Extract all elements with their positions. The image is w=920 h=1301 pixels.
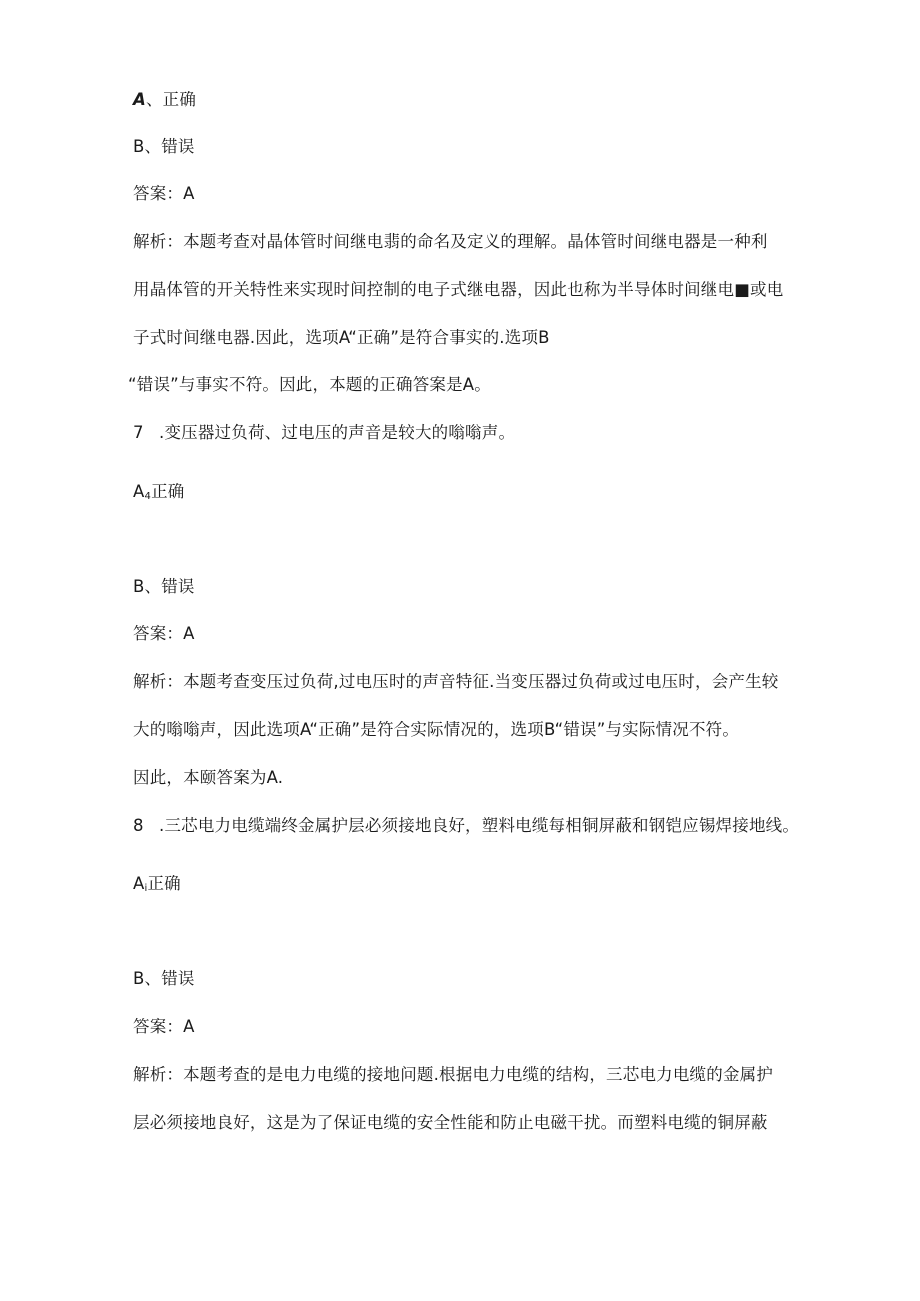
question-7-analysis-1: 解析：本题考查变压过负荷,过电压时的声音特征.当变压器过负荷或过电压时，会产生较 <box>133 672 779 691</box>
analysis-line-3: 子式时间继电器.因此，选项A“正确”是符合事实的.选项B <box>133 328 550 347</box>
question-7 <box>133 421 515 445</box>
question-7-option-a-text: 正确 <box>151 482 185 501</box>
question-8-answer: 答案：A <box>133 1017 195 1036</box>
question-8-text: .三芯电力电缆端终金属护层必须接地良好，塑料电缆每相铜屏蔽和钢铠应锡焊接地线。 <box>159 816 800 835</box>
option-a-line <box>133 88 196 112</box>
question-8-option-a <box>133 872 181 901</box>
question-7-option-a-mark: 4 <box>144 491 152 502</box>
question-7-option-a-letter: A <box>133 482 145 501</box>
option-a-text: 、正确 <box>145 90 197 109</box>
question-8-number: 8 <box>133 816 144 835</box>
question-8-option-b: B、错误 <box>133 969 195 988</box>
question-8-analysis-2: 层必须接地良好，这是为了保证电缆的安全性能和防止电磁干扰。而塑料电缆的铜屏蔽 <box>133 1113 768 1132</box>
answer-line: 答案：A <box>133 184 195 203</box>
question-8-option-a-letter: A <box>133 874 145 893</box>
question-7-analysis-2: 大的嗡嗡声，因此选项A“正确”是符合实际情况的，选项B“错误”与实际情况不符。 <box>133 720 740 739</box>
question-8-option-a-mark: i <box>144 883 148 894</box>
analysis-line-4: “错误”与事实不符。因此，本题的正确答案是A。 <box>128 375 491 394</box>
question-8-option-a-text: 正确 <box>147 874 181 893</box>
question-7-text: .变压器过负荷、过电压的声音是较大的嗡嗡声。 <box>159 423 516 442</box>
question-7-answer: 答案：A <box>133 624 195 643</box>
question-7-analysis-3: 因此，本颐答案为A. <box>133 768 284 787</box>
question-7-option-b: B、错误 <box>133 577 195 596</box>
option-b-line: B、错误 <box>133 137 195 156</box>
question-7-number: 7 <box>133 423 144 442</box>
question-8-analysis-1: 解析：本题考查的是电力电缆的接地问题.根据电力电缆的结构，三芯电力电缆的金属护 <box>133 1065 774 1084</box>
option-a-letter: A <box>133 90 146 109</box>
question-7-option-a <box>133 480 184 509</box>
question-8 <box>133 814 799 838</box>
analysis-line-1: 解析：本题考查对晶体管时间继电翡的命名及定义的理解。晶体管时间继电器是一种利 <box>133 232 768 251</box>
analysis-line-2: 用晶体管的开关特性来实现时间控制的电子式继电器，因此也称为半导体时间继电■或电 <box>133 280 784 299</box>
